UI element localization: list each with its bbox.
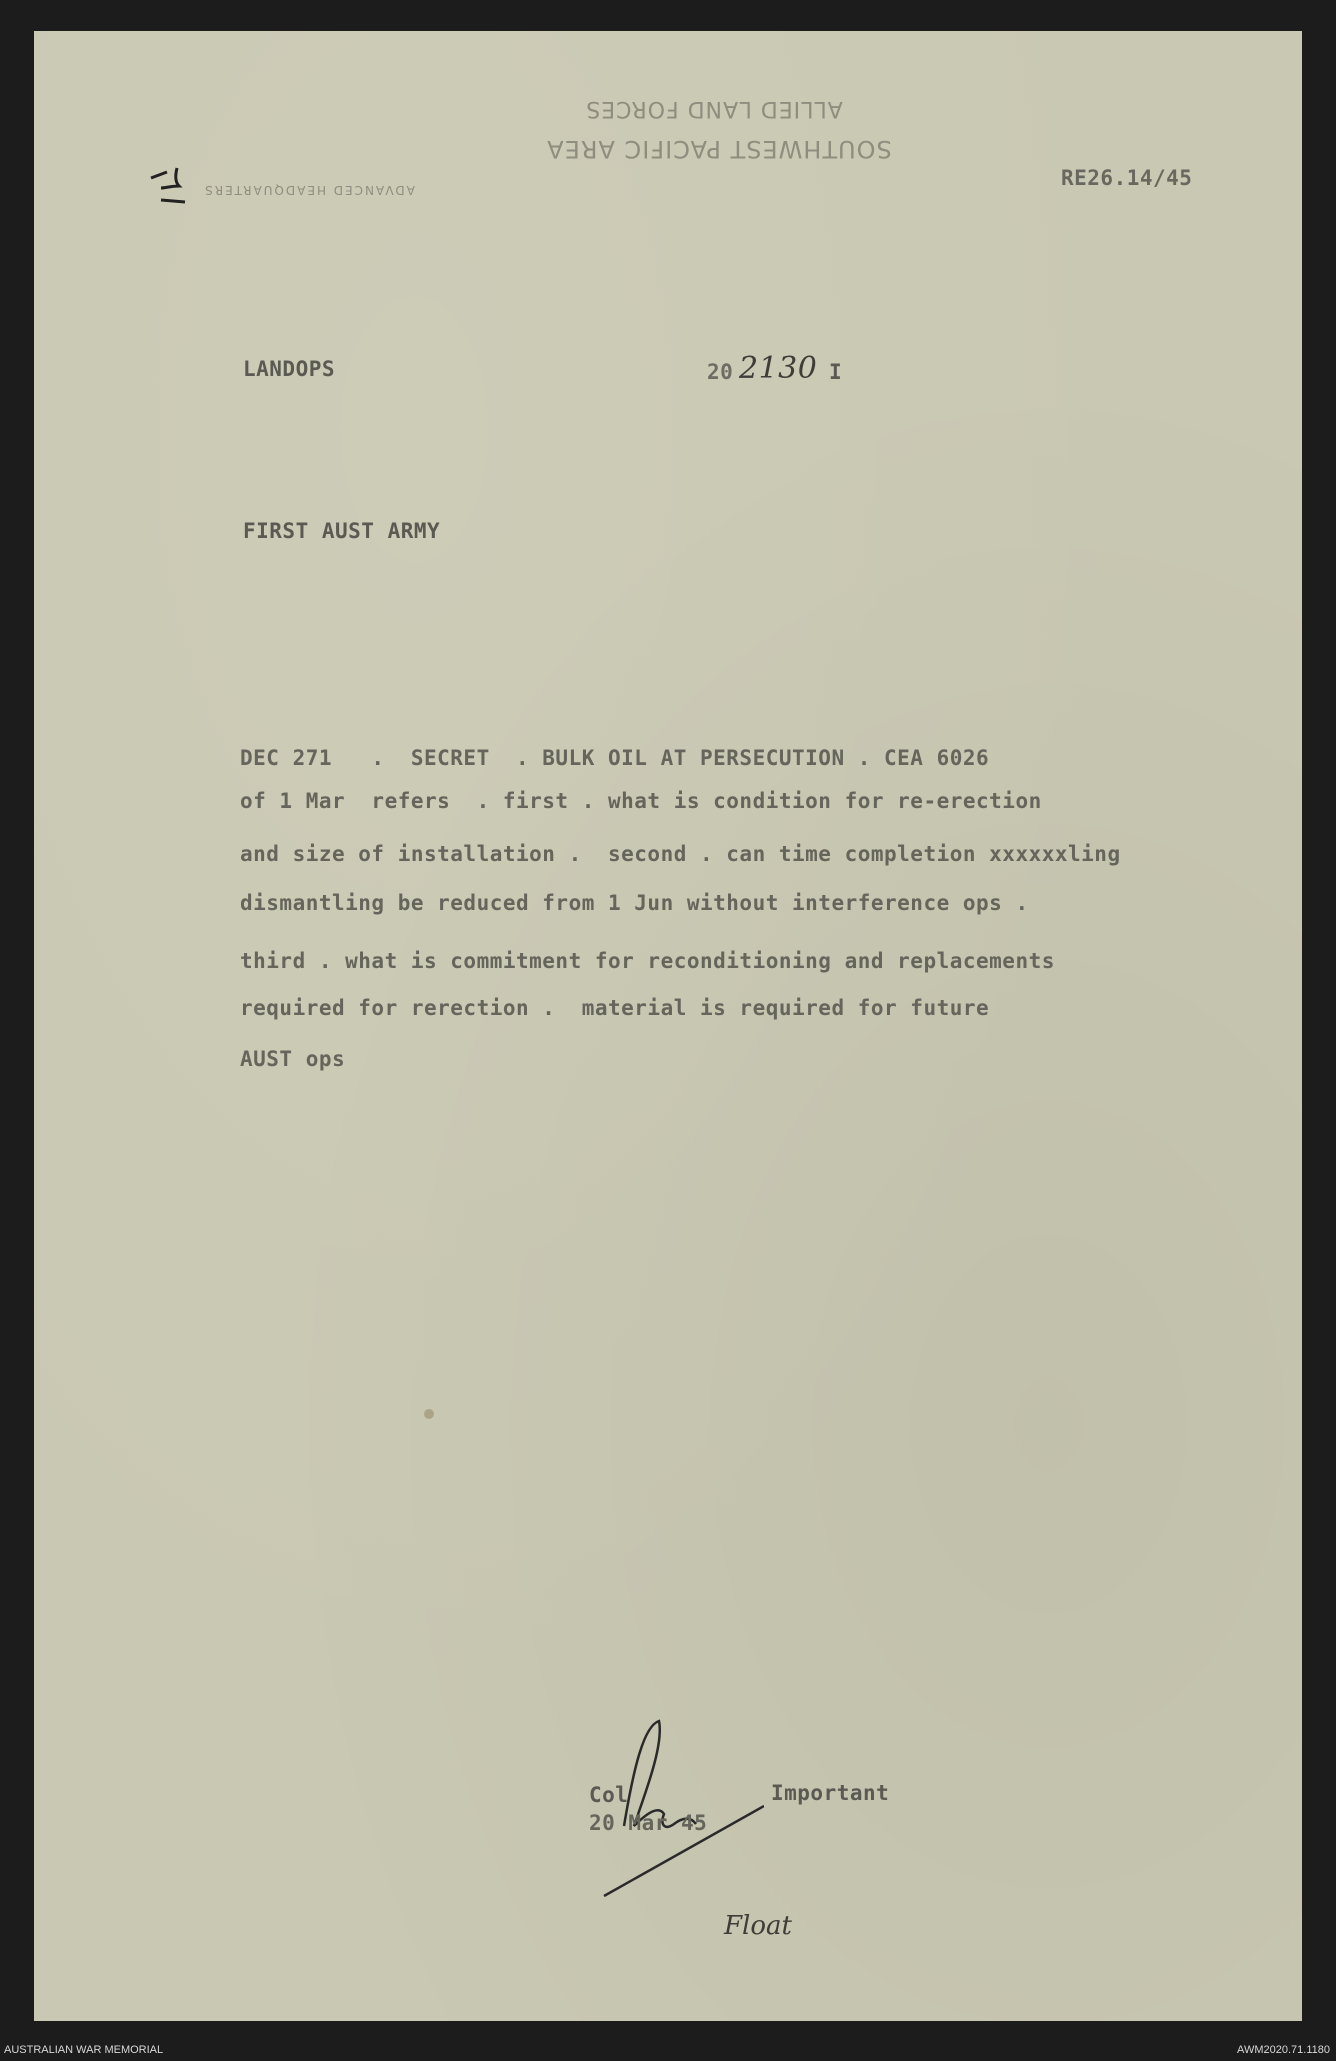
message-line: dismantling be reduced from 1 Jun without interference ops .: [240, 891, 1029, 915]
file-note-handwritten: Float: [724, 1911, 792, 1941]
originator: LANDOPS: [243, 357, 336, 381]
date-time-group-handwritten: 2130: [739, 351, 818, 386]
letterhead-line-3: ADVANCED HEADQUARTERS: [203, 183, 415, 197]
message-line: DEC 271 . SECRET . BULK OIL AT PERSECUTION . CEA 6026: [240, 746, 990, 770]
message-line: required for rerection . material is required for future: [240, 996, 990, 1020]
addressee: FIRST AUST ARMY: [243, 519, 441, 543]
message-line: of 1 Mar refers . first . what is condition for re-erection: [240, 789, 1042, 813]
archive-footer-left: AUSTRALIAN WAR MEMORIAL: [4, 2044, 164, 2056]
message-line: AUST ops: [240, 1047, 346, 1071]
date-time-group-suffix: I: [829, 360, 843, 384]
document-page: [34, 31, 1302, 2021]
message-line: third . what is commitment for reconditioning and replacements: [240, 949, 1055, 973]
paper-stain: [424, 1409, 434, 1419]
date-time-group-typed: 20: [707, 360, 734, 384]
message-line: and size of installation . second . can time completion xxxxxxling: [240, 842, 1121, 866]
precedence: Important: [771, 1781, 890, 1805]
handwritten-mark: [149, 166, 209, 211]
letterhead-line-1: ALLIED LAND FORCES: [585, 96, 843, 121]
letterhead-line-2: SOUTHWEST PACIFIC AREA: [546, 135, 892, 163]
reference-number: RE26.14/45: [1061, 166, 1193, 190]
initials-fragment: Col: [589, 1783, 629, 1807]
archive-footer-right: AWM2020.71.1180: [1237, 2044, 1330, 2056]
message-date: 20 Mar 45: [589, 1811, 708, 1835]
